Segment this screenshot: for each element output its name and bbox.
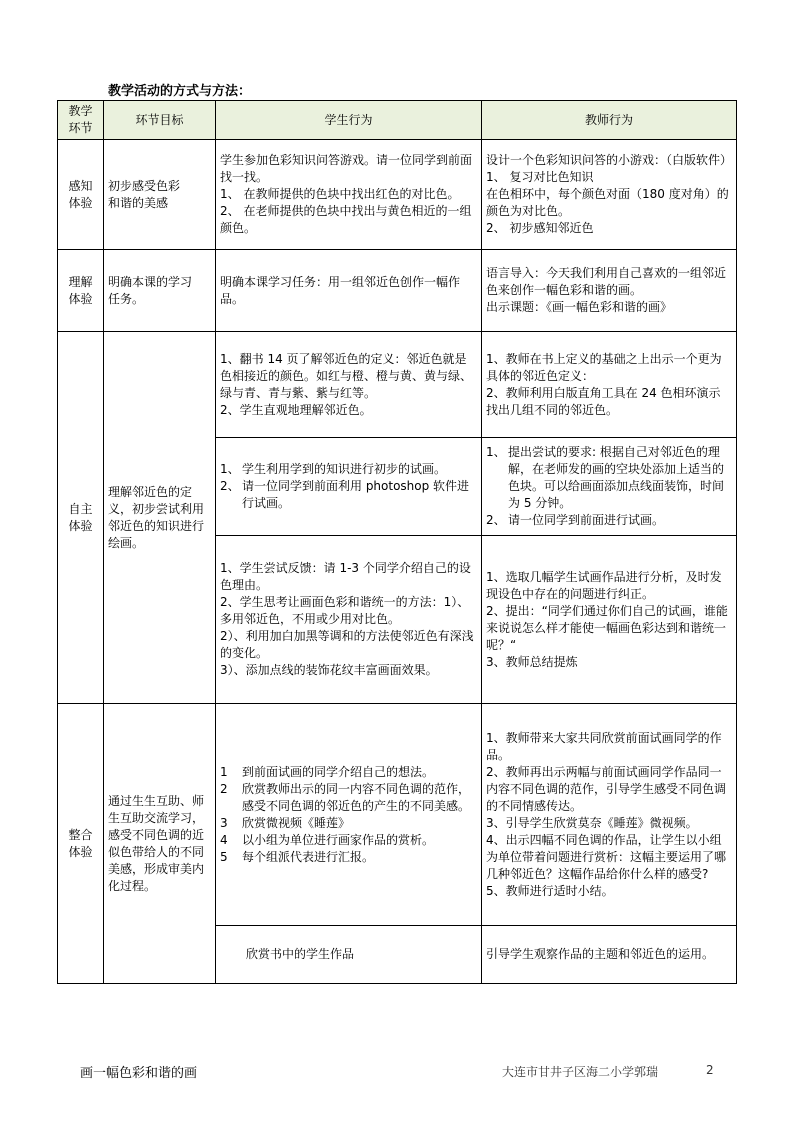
teacher-cell: 语言导入：今天我们利用自己喜欢的一组邻近色来创作一幅色彩和谐的画。 出示课题：《画一幅色彩和谐的画》: [482, 250, 737, 332]
footer-title: 画一幅色彩和谐的画: [80, 1066, 198, 1081]
table-row: [58, 140, 737, 250]
teacher-cell: 引导学生观察作品的主题和邻近色的运用。: [482, 926, 737, 984]
page-number: 2: [706, 1063, 714, 1077]
student-cell: 1、翻书 14 页了解邻近色的定义：邻近色就是色相接近的颜色。如红与橙、橙与黄、黄与绿、绿与青、青与紫、紫与红等。 2、学生直观地理解邻近色。: [216, 332, 482, 438]
teacher-cell: 1、教师带来大家共同欣赏前面试画同学的作品。 2、教师再出示两幅与前面试画同学作品同一内容不同色调的范作，引导学生感受不同色调的不同情感传达。 3、引导学生欣赏莫奈《睡莲》微视频。 4、出示四幅不同色调的作品，让学生以小组为单位带着问题进行赏析：这幅主要运用了哪几种邻近色？这幅作品给你什么样的感受? 5、教师进行适时小结。: [482, 704, 737, 926]
table-row: [58, 250, 737, 332]
goal-cell: 通过生生互助、师生互助交流学习，感受不同色调的近似色带给人的不同美感，形成审美内化过程。: [104, 704, 216, 984]
student-cell: 学生参加色彩知识问答游戏。请一位同学到前面找一找。 1、 在教师提供的色块中找出红色的对比色。 2、 在老师提供的色块中找出与黄色相近的一组颜色。: [216, 140, 482, 250]
teacher-cell: 设计一个色彩知识问答的小游戏：（白版软件） 1、 复习对比色知识 在色相环中，每个颜色对面（180 度对角）的颜色为对比色。 2、 初步感知邻近色: [482, 140, 737, 250]
header-teacher: 教师行为: [482, 101, 737, 140]
list-item: 5 每个组派代表进行汇报。: [220, 849, 375, 864]
goal-cell: 初步感受色彩 和谐的美感: [104, 140, 216, 250]
header-goal: 环节目标: [104, 101, 216, 140]
list-item: 4 以小组为单位进行画家作品的赏析。: [220, 832, 435, 847]
list-item: 1、 学生利用学到的知识进行初步的试画。: [220, 462, 447, 476]
goal-cell: 明确本课的学习 任务。: [104, 250, 216, 332]
table-row: [58, 704, 737, 926]
list-item: 3 欣赏微视频《睡莲》: [220, 815, 351, 830]
list-item: 2 欣赏教师出示的同一内容不同色调的范作，感受不同色调的邻近色的产生的不同美感。: [220, 781, 471, 813]
teacher-cell: [482, 438, 737, 536]
goal-cell: 理解邻近色的定义，初步尝试利用邻近色的知识进行绘画。: [104, 332, 216, 704]
student-cell: 1、学生尝试反馈：请 1-3 个同学介绍自己的设色理由。 2、学生思考让画面色彩和谐统一的方法：1）、多用邻近色，不用或少用对比色。 2）、利用加白加黑等调和的方法使邻近色有深浅的变化。 3）、添加点线的装饰花纹丰富画面效果。: [216, 536, 482, 704]
stage-cell: 整合 体验: [58, 704, 104, 984]
header-stage: 教学 环节: [58, 101, 104, 140]
page-heading: 教学活动的方式与方法：: [108, 84, 252, 99]
student-cell: 明确本课学习任务：用一组邻近色创作一幅作品。: [216, 250, 482, 332]
list-item: 2、 请一位同学到前面进行试画。: [486, 513, 665, 527]
student-cell: 欣赏书中的学生作品: [216, 926, 482, 984]
stage-cell: 理解 体验: [58, 250, 104, 332]
table-row: [58, 332, 737, 438]
teacher-cell: 1、选取几幅学生试画作品进行分析，及时发现设色中存在的问题进行纠正。 2、提出：“同学们通过你们自己的试画，谁能来说说怎么样才能使一幅画色彩达到和谐统一呢？“ 3、教师总结提炼: [482, 536, 737, 704]
student-cell: [216, 438, 482, 536]
header-student: 学生行为: [216, 101, 482, 140]
list-item: 1、 提出尝试的要求: 根据自己对邻近色的理解，在老师发的画的空块处添加上适当的色块。可以给画面添加点线面装饰，时间为 5 分钟。: [486, 445, 725, 510]
stage-cell: 自主 体验: [58, 332, 104, 704]
teacher-cell: 1、教师在书上定义的基础之上出示一个更为具体的邻近色定义： 2、教师利用白版直角工具在 24 色相环演示找出几组不同的邻近色。: [482, 332, 737, 438]
table-header-row: [58, 101, 737, 140]
list-item: 1 到前面试画的同学介绍自己的想法。: [220, 764, 435, 779]
teaching-activity-table: [57, 100, 737, 984]
footer-author: 大连市甘井子区海二小学郭瑞: [502, 1065, 659, 1079]
stage-cell: 感知 体验: [58, 140, 104, 250]
student-cell: [216, 704, 482, 926]
list-item: 2、 请一位同学到前面利用 photoshop 软件进行试画。: [220, 479, 470, 510]
